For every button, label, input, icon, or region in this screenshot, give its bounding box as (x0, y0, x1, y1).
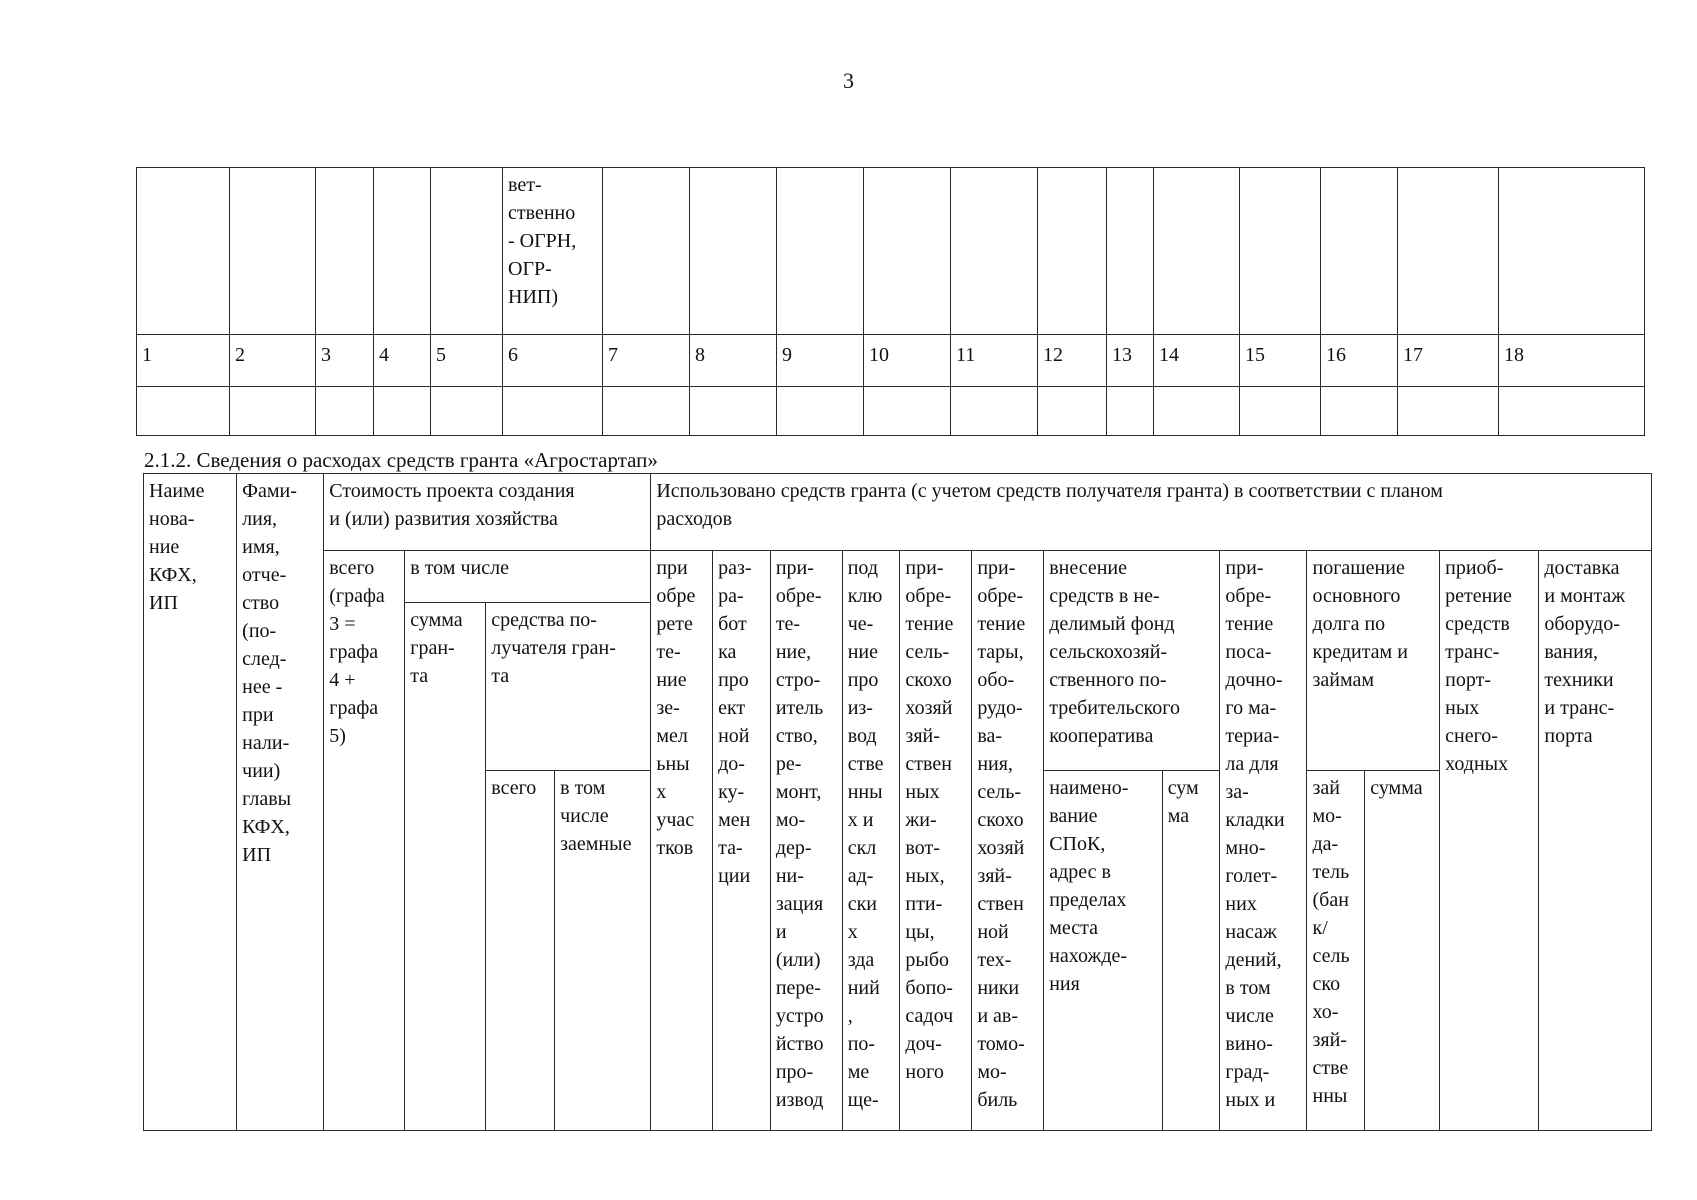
header-cooperative-fund: внесение средств в не- делимый фонд сельскохозяй- ственного по- требительского кооператива (1044, 551, 1220, 771)
column-number: 6 (503, 335, 603, 387)
cell (374, 168, 431, 335)
column-number: 17 (1398, 335, 1499, 387)
data-cell (1398, 387, 1499, 436)
data-cell (1154, 387, 1240, 436)
cell (1240, 168, 1321, 335)
column-number: 9 (777, 335, 864, 387)
header-planting-material: при- обре- тение поса- дочно- го ма- териа- ла для за- кладки мно- голет- них насаж дений, в том числе вино- град- ных и (1220, 551, 1307, 1131)
cell (603, 168, 690, 335)
header-delivery-installation: доставка и монтаж оборудо- вания, техники и транс- порта (1539, 551, 1652, 1131)
data-cell (431, 387, 503, 436)
column-number: 13 (1107, 335, 1154, 387)
header-spok-name: наимено- вание СПоК, адрес в пределах места нахожде- ния (1044, 771, 1162, 1131)
data-cell (230, 387, 316, 436)
data-cell (137, 387, 230, 436)
header-kfh-name: Наиме нова- ние КФХ, ИП (144, 474, 237, 1131)
cell (1154, 168, 1240, 335)
header-recipient-funds: средства по- лучателя гран- та (486, 603, 651, 771)
header-recipient-total: всего (486, 771, 555, 1131)
data-cell (374, 387, 431, 436)
column-number: 12 (1038, 335, 1107, 387)
cell (316, 168, 374, 335)
data-cell (690, 387, 777, 436)
column-number: 5 (431, 335, 503, 387)
cell (230, 168, 316, 335)
grant-expenses-table (143, 473, 1652, 1131)
header-snowmobiles: приоб- ретение средств транс- порт- ных снего- ходных (1440, 551, 1539, 1131)
cell (1038, 168, 1107, 335)
data-cell (316, 387, 374, 436)
column-number: 16 (1321, 335, 1398, 387)
data-cell (603, 387, 690, 436)
column-number: 14 (1154, 335, 1240, 387)
cell (951, 168, 1038, 335)
data-cell (951, 387, 1038, 436)
cell (431, 168, 503, 335)
cell (864, 168, 951, 335)
header-animals: при- обре- тение сель- скохо хозяй зяй- ствен ных жи- вот- ных, пти- цы, рыбо бопо- садоч доч- ного (900, 551, 972, 1131)
cell (1398, 168, 1499, 335)
data-cell (1240, 387, 1321, 436)
column-number: 4 (374, 335, 431, 387)
header-including: в том числе (405, 551, 651, 603)
header-project-cost: Стоимость проекта создания и (или) развития хозяйства (324, 474, 651, 551)
header-grant-sum: сумма гран- та (405, 603, 486, 1131)
header-loan-sum: сумма (1365, 771, 1440, 1131)
header-construction: при- обре- те- ние, стро- итель ство, ре- монт, мо- дер- ни- зация и (или) пере- устро йство про- извод (770, 551, 842, 1131)
header-head-full-name: Фами- лия, имя, отче- ство (по- след- нее - при нали- чии) главы КФХ, ИП (237, 474, 324, 1131)
ogrn-cell: вет- ственно - ОГРН, ОГР- НИП) (503, 168, 603, 335)
cell (777, 168, 864, 335)
header-equipment: при- обре- тение тары, обо- рудо- ва- ния, сель- скохо хозяй зяй- ствен ной тех- ники и ав- томо- мо- биль (972, 551, 1044, 1131)
data-cell (864, 387, 951, 436)
header-grant-used: Использовано средств гранта (с учетом средств получателя гранта) в соответствии с планом расходов (651, 474, 1652, 551)
column-number: 3 (316, 335, 374, 387)
header-loan-repayment: погашение основного долга по кредитам и займам (1307, 551, 1440, 771)
header-spok-sum: сум ма (1162, 771, 1220, 1131)
data-cell (1038, 387, 1107, 436)
data-cell (1321, 387, 1398, 436)
header-lender: зай мо- да- тель (бан к/ сель ско хо- зяй- стве нны (1307, 771, 1365, 1131)
header-design-docs: раз- ра- бот ка про ект ной до- ку- мен та- ции (713, 551, 771, 1131)
column-number: 10 (864, 335, 951, 387)
column-number: 2 (230, 335, 316, 387)
column-number: 15 (1240, 335, 1321, 387)
column-number: 8 (690, 335, 777, 387)
header-total: всего (графа 3 = графа 4 + графа 5) (324, 551, 405, 1131)
cell (690, 168, 777, 335)
column-number: 18 (1499, 335, 1645, 387)
section-title: 2.1.2. Сведения о расходах средств гранта «Агростартап» (144, 448, 658, 472)
column-number: 1 (137, 335, 230, 387)
data-cell (777, 387, 864, 436)
cell (1499, 168, 1645, 335)
column-number: 11 (951, 335, 1038, 387)
cell (137, 168, 230, 335)
continuation-table (136, 167, 1645, 436)
cell (1107, 168, 1154, 335)
data-cell (1499, 387, 1645, 436)
data-cell (503, 387, 603, 436)
column-number: 7 (603, 335, 690, 387)
header-recipient-loans: в том числе заемные (555, 771, 651, 1131)
page-number: 3 (843, 68, 854, 93)
cell (1321, 168, 1398, 335)
data-cell (1107, 387, 1154, 436)
header-land-purchase: при обре рете те- ние зе- мел ьны х учас тков (651, 551, 713, 1131)
header-connection: под клю че- ние про из- вод стве нны х и скл ад- ски х зда ний , по- ме ще- (842, 551, 900, 1131)
